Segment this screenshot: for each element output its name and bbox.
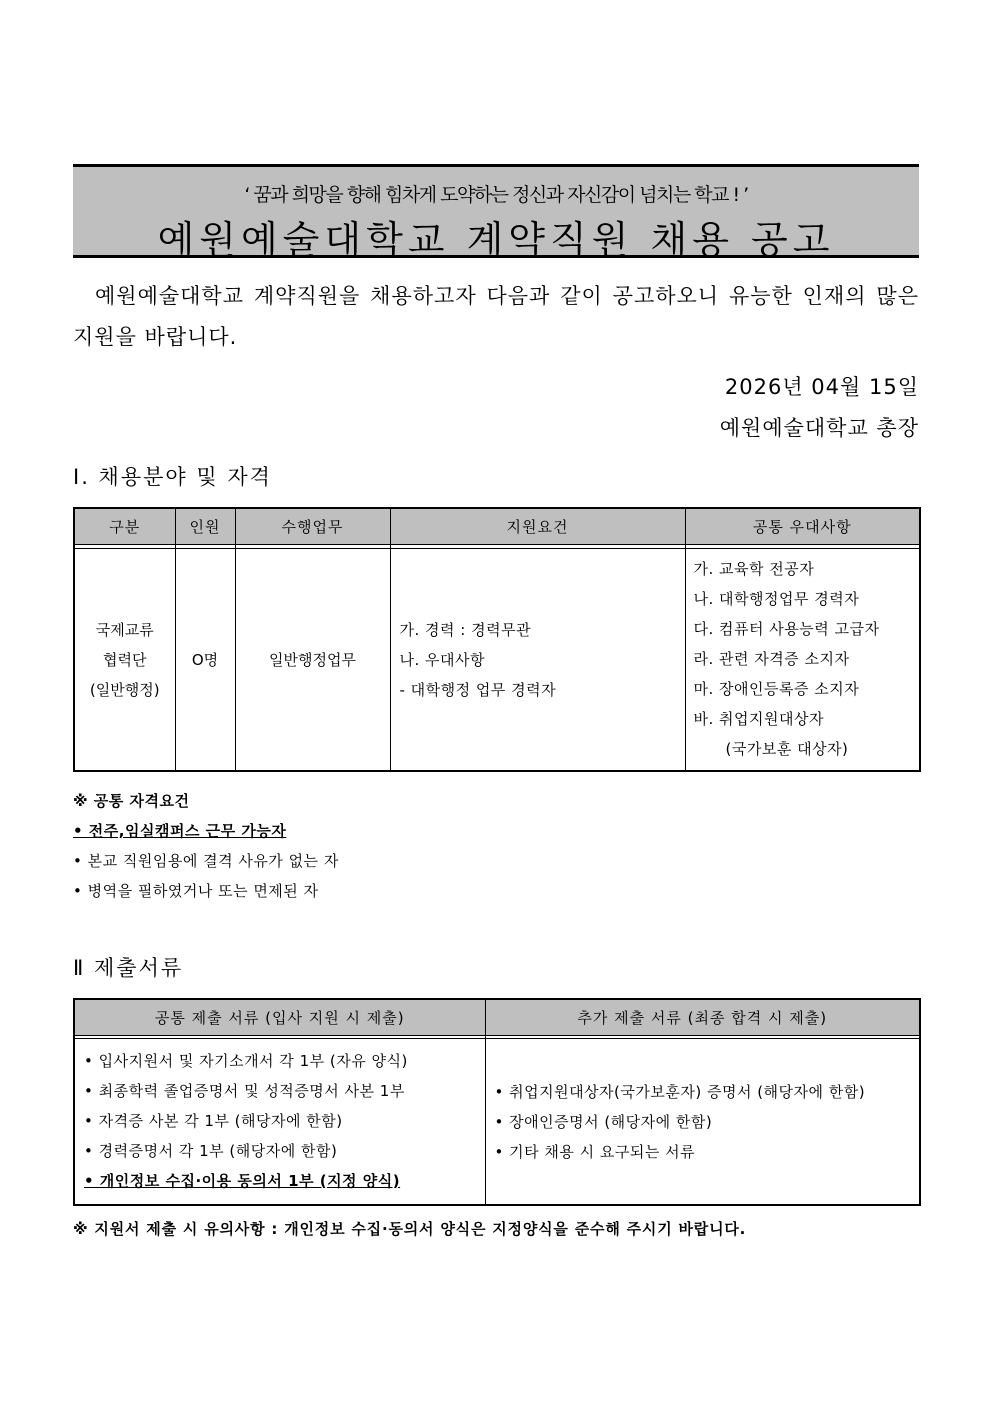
header-requirements: 지원요건 bbox=[390, 508, 685, 545]
requirement-item: 나. 우대사항 bbox=[399, 650, 485, 669]
additional-docs-cell bbox=[485, 1039, 920, 1206]
document-item: • 최종학력 졸업증명서 및 성적증명서 사본 1부 bbox=[84, 1082, 405, 1100]
section-2-title: Ⅱ 제출서류 bbox=[73, 956, 184, 980]
document-item: • 장애인증명서 (해당자에 한함) bbox=[494, 1112, 713, 1131]
requirement-item: 가. 경력 : 경력무관 bbox=[399, 620, 532, 639]
preferences-cell bbox=[685, 549, 920, 772]
header-additional-docs: 추가 제출 서류 (최종 합격 시 제출) bbox=[485, 999, 920, 1036]
section-1-title: Ⅰ. 채용분야 및 자격 bbox=[73, 465, 272, 489]
header-preferences: 공통 우대사항 bbox=[685, 508, 920, 545]
count-cell: O명 bbox=[175, 549, 235, 772]
header-duty: 수행업무 bbox=[235, 508, 390, 545]
header-common-docs: 공통 제출 서류 (입사 지원 시 제출) bbox=[74, 999, 485, 1036]
slogan: ‘ 꿈과 희망을 향해 힘차게 도약하는 정신과 자신감이 넘치는 학교 ! ’ bbox=[244, 184, 748, 206]
submission-footnote: ※ 지원서 제출 시 유의사항 : 개인정보 수집·동의서 양식은 지정양식을 준수해 주시기 바랍니다. bbox=[73, 1220, 747, 1238]
notice-signer: 예원예술대학교 총장 bbox=[719, 416, 919, 440]
page-title: 예원예술대학교 계약직원 채용 공고 bbox=[157, 218, 835, 262]
preference-item: 가. 교육학 전공자 bbox=[693, 560, 815, 578]
document-item: • 기타 채용 시 요구되는 서류 bbox=[494, 1142, 696, 1161]
documents-table bbox=[73, 998, 921, 1206]
division-line: 협력단 bbox=[103, 650, 147, 669]
title-banner bbox=[73, 164, 919, 262]
division-cell bbox=[74, 549, 175, 772]
preference-item: 바. 취업지원대상자 bbox=[693, 710, 824, 728]
intro-text: 예원예술대학교 계약직원을 채용하고자 다음과 같이 공고하오니 유능한 인재의 많은 지원을 바랍니다. bbox=[73, 284, 919, 349]
table-row bbox=[74, 1039, 920, 1206]
duty-cell: 일반행정업무 bbox=[235, 549, 390, 772]
document-item: • 취업지원대상자(국가보훈자) 증명서 (해당자에 한함) bbox=[494, 1082, 866, 1101]
header-division: 구분 bbox=[74, 508, 175, 545]
document-item: • 자격증 사본 각 1부 (해당자에 한함) bbox=[84, 1112, 343, 1130]
division-line: (일반행정) bbox=[89, 680, 160, 699]
document-item: • 입사지원서 및 자기소개서 각 1부 (자유 양식) bbox=[84, 1052, 408, 1070]
preference-item: 나. 대학행정업무 경력자 bbox=[693, 590, 860, 608]
recruitment-table bbox=[73, 507, 921, 772]
common-requirement-item: • 병역을 필하였거나 또는 면제된 자 bbox=[73, 882, 319, 900]
intro bbox=[73, 276, 919, 358]
table-header-row bbox=[74, 999, 920, 1036]
requirements-cell bbox=[390, 549, 685, 772]
preference-item: 마. 장애인등록증 소지자 bbox=[693, 680, 860, 698]
table-header-row bbox=[74, 508, 920, 545]
common-requirement-item: • 본교 직원임용에 결격 사유가 없는 자 bbox=[73, 852, 339, 870]
preference-item: 다. 컴퓨터 사용능력 고급자 bbox=[693, 620, 880, 638]
common-requirements-heading: ※ 공통 자격요건 bbox=[73, 792, 190, 810]
preference-item: (국가보훈 대상자) bbox=[725, 740, 849, 758]
requirement-item: - 대학행정 업무 경력자 bbox=[399, 680, 557, 699]
document-item: • 경력증명서 각 1부 (해당자에 한함) bbox=[84, 1142, 338, 1160]
document-item: • 개인정보 수집·이용 동의서 1부 (지정 양식) bbox=[84, 1172, 401, 1190]
notice-date: 2026년 04월 15일 bbox=[724, 375, 919, 399]
common-requirement-item: • 전주,임실캠퍼스 근무 가능자 bbox=[73, 822, 287, 840]
preference-item: 라. 관련 자격증 소지자 bbox=[693, 650, 850, 668]
table-row bbox=[74, 549, 920, 772]
header-count: 인원 bbox=[175, 508, 235, 545]
common-requirements bbox=[73, 786, 919, 906]
division-line: 국제교류 bbox=[95, 620, 154, 639]
notice-page bbox=[73, 164, 919, 1239]
common-docs-cell bbox=[74, 1039, 485, 1206]
